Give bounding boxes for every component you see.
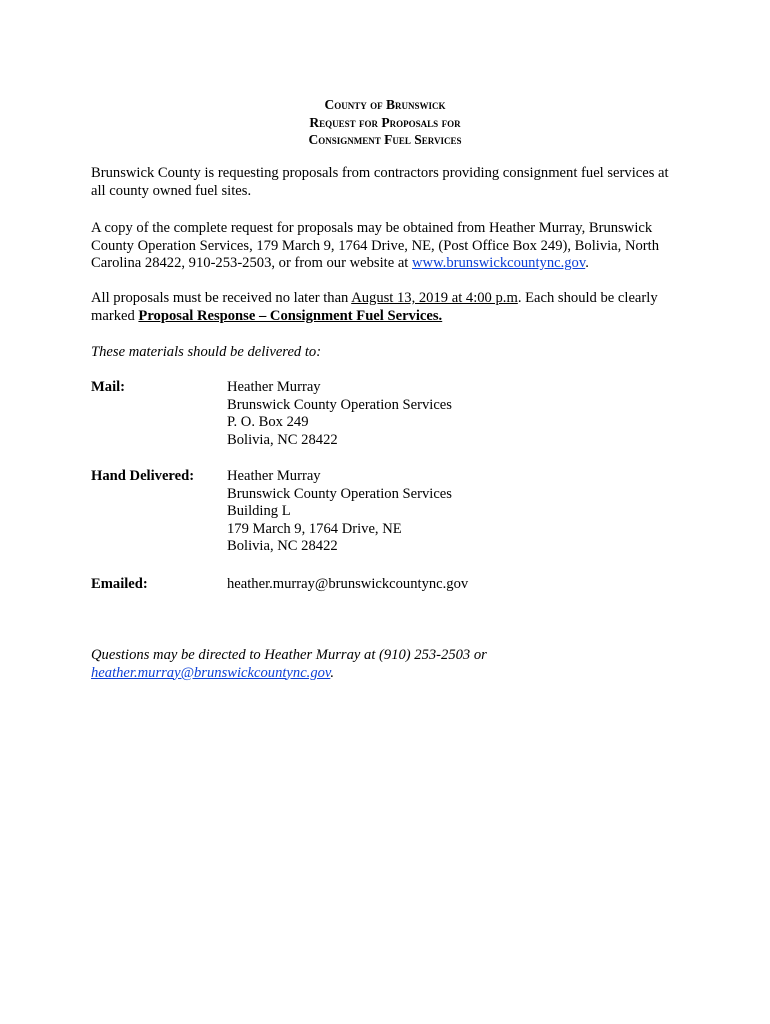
deadline-date: August 13, 2019 at 4:00 p.m <box>351 290 518 306</box>
title-line-county: County of Brunswick <box>324 97 446 112</box>
questions-email-link[interactable]: heather.murray@brunswickcountync.gov <box>91 664 331 681</box>
title-line-service: Consignment Fuel Services <box>308 132 462 147</box>
questions-paragraph <box>91 647 686 682</box>
mail-address <box>227 379 452 449</box>
mail-line: Heather Murray <box>227 379 321 395</box>
delivery-intro: These materials should be delivered to: <box>91 344 322 360</box>
document-title <box>0 96 770 149</box>
emailed-address: heather.murray@brunswickcountync.gov <box>227 576 469 592</box>
hand-delivered-label: Hand Delivered: <box>91 468 195 484</box>
mail-label: Mail: <box>91 379 126 395</box>
mail-line: P. O. Box 249 <box>227 414 309 431</box>
mail-line: Bolivia, NC 28422 <box>227 431 338 448</box>
hand-delivered-line: Bolivia, NC 28422 <box>227 538 338 555</box>
copy-paragraph <box>91 220 686 273</box>
website-link[interactable]: www.brunswickcountync.gov <box>412 255 586 272</box>
hand-delivered-line: Heather Murray <box>227 468 321 484</box>
proposal-marking: Proposal Response – Consignment Fuel Services. <box>138 307 443 324</box>
questions-text: Questions may be directed to Heather Murray at (910) 253-2503 or <box>91 647 487 663</box>
hand-delivered-line: Brunswick County Operation Services <box>227 485 452 502</box>
deadline-text-mid: . Each should be clearly marked <box>91 290 658 324</box>
title-line-request: Request for Proposals for <box>309 114 461 130</box>
mail-line: Brunswick County Operation Services <box>227 396 452 413</box>
hand-delivered-address <box>227 468 452 556</box>
copy-text: A copy of the complete request for proposals may be obtained from Heather Murray, Brunswick County Operation Services, 179 March 9, 1764 Drive, NE, (Post Office Box 249), Bolivia, North Carolina 28422, 910-253-2503, or from our website at <box>91 220 659 272</box>
hand-delivered-line: Building L <box>227 503 291 520</box>
emailed-label: Emailed: <box>91 576 148 592</box>
copy-end: . <box>585 255 589 272</box>
deadline-paragraph <box>91 290 686 325</box>
hand-delivered-line: 179 March 9, 1764 Drive, NE <box>227 520 402 537</box>
deadline-text-before: All proposals must be received no later than <box>91 290 352 306</box>
intro-paragraph: Brunswick County is requesting proposals from contractors providing consignment fuel services at all county owned fuel sites. <box>91 165 669 199</box>
questions-end: . <box>330 664 334 681</box>
